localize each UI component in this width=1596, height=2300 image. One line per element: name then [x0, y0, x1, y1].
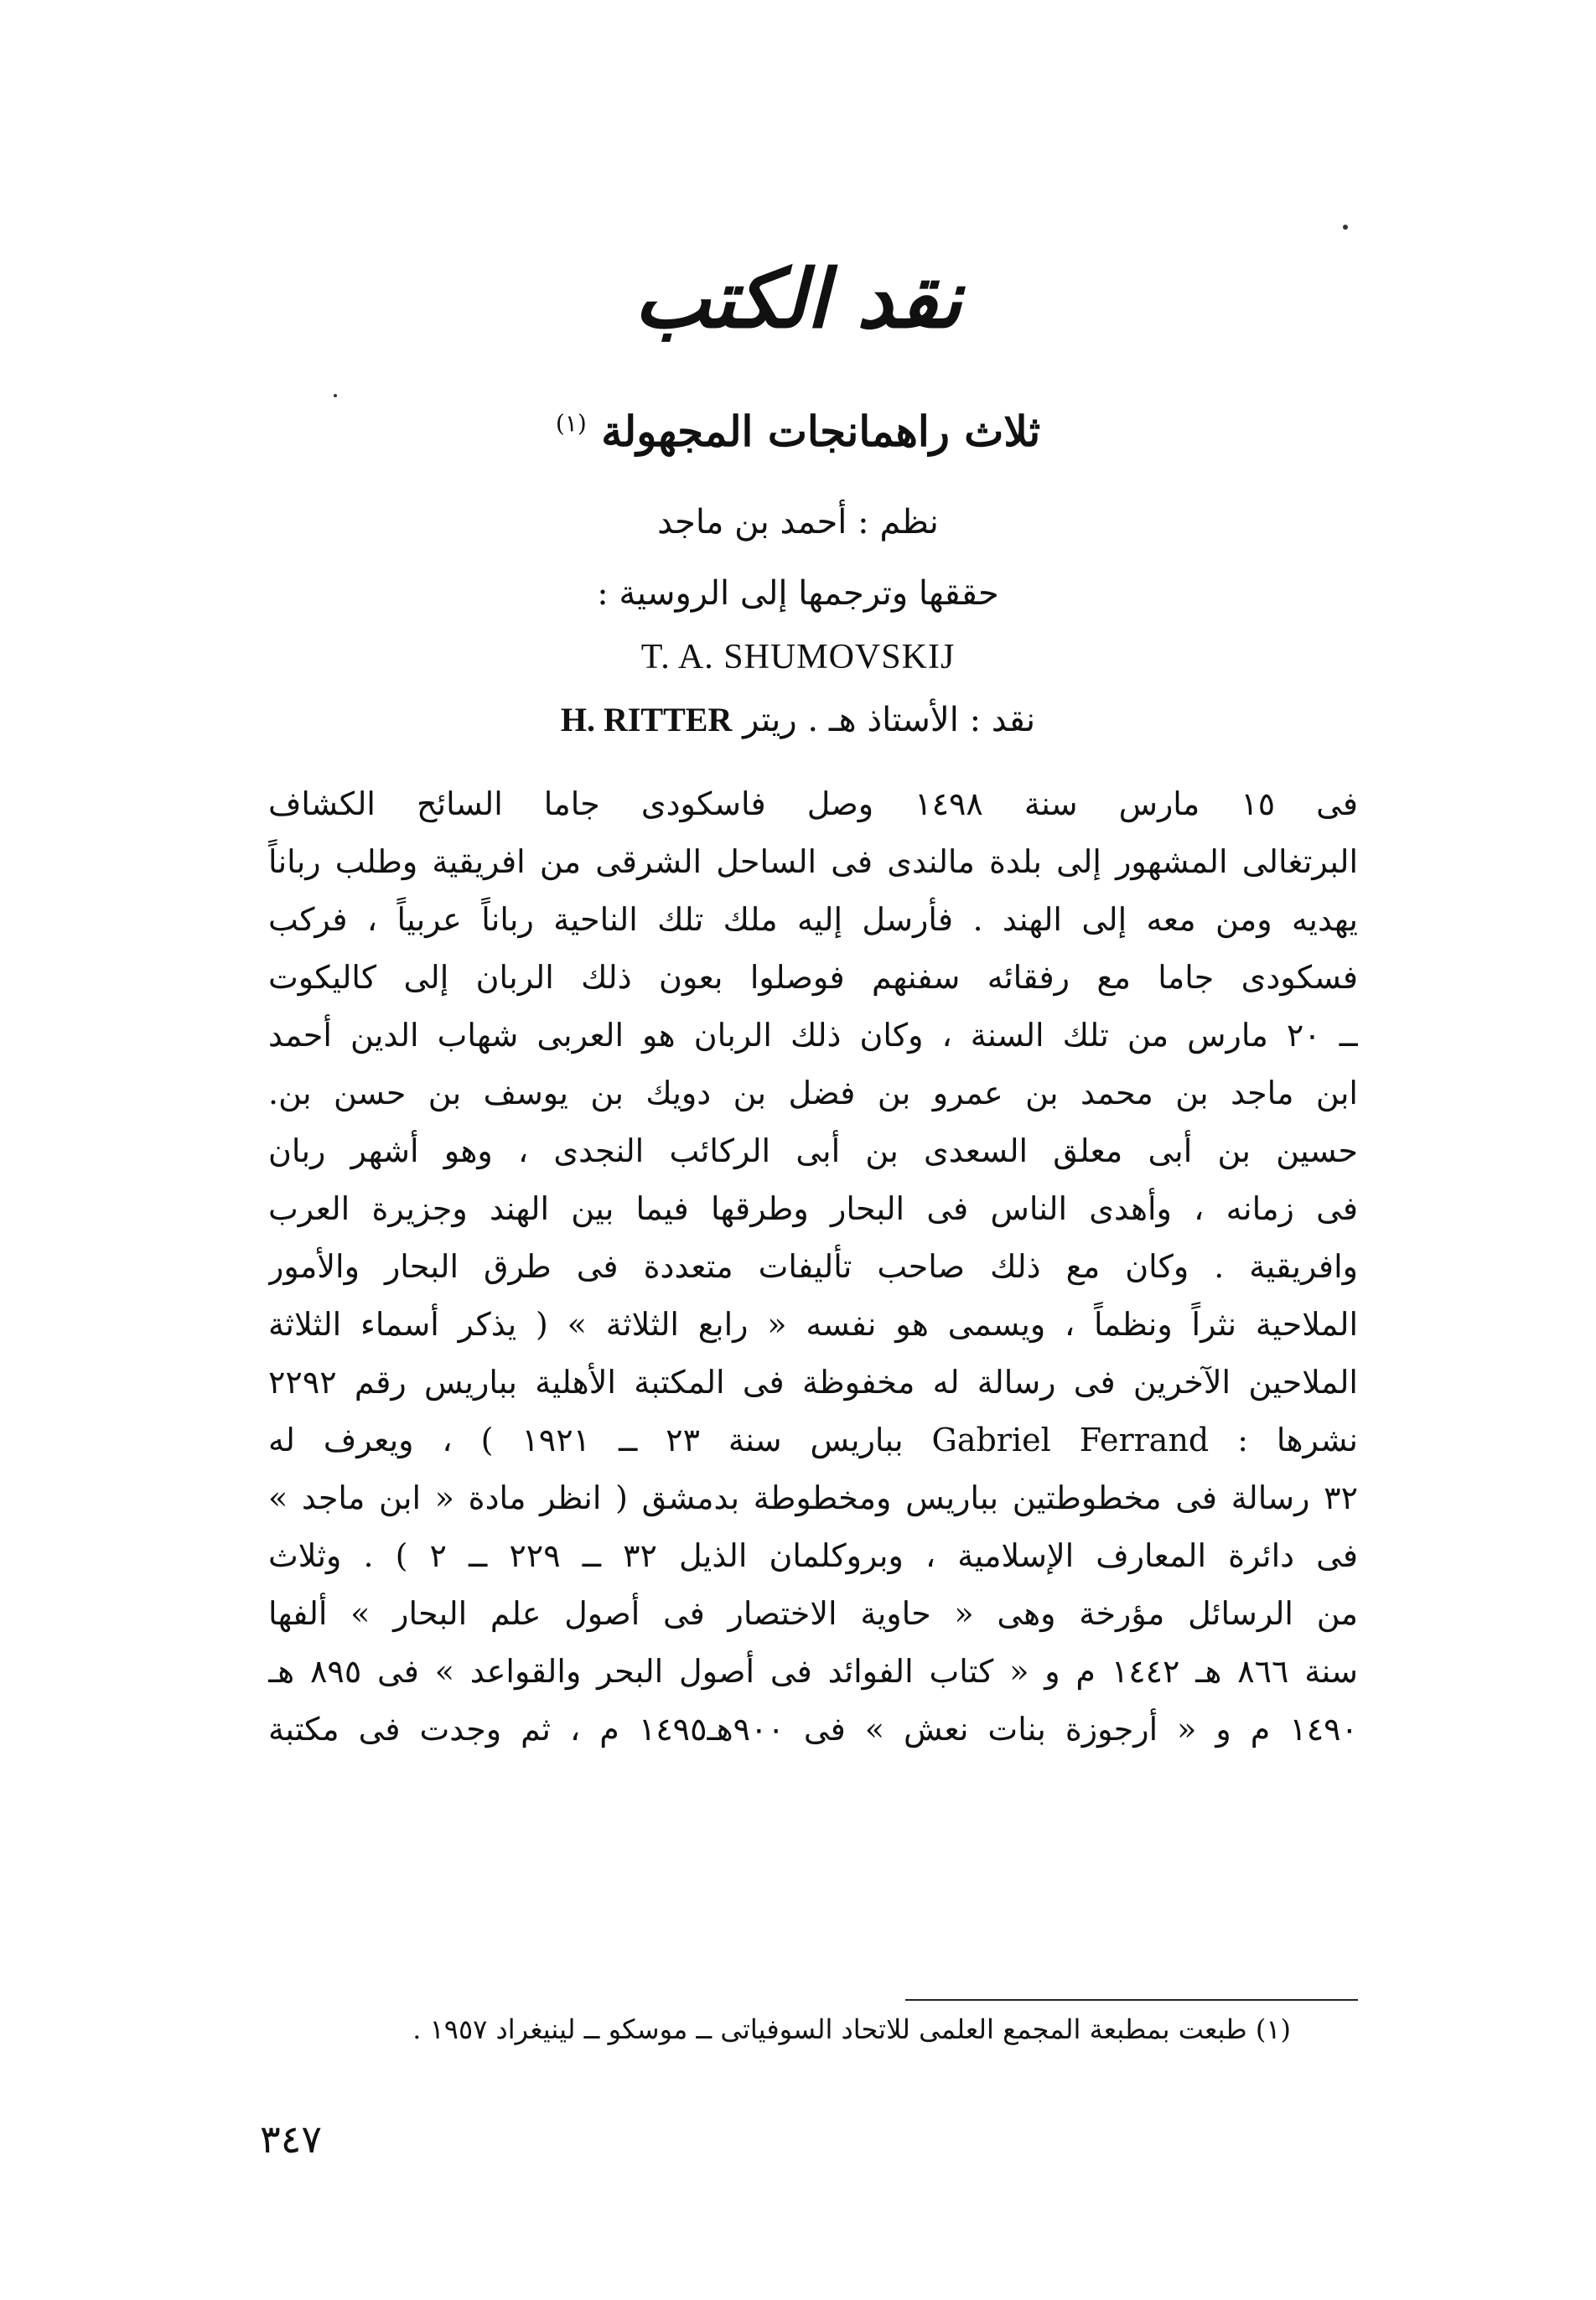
- body-line: وافريقية . وكان مع ذلك صاحب تأليفات متعددة فى طرق البحار والأمور: [268, 1248, 1358, 1285]
- footnote-divider: [905, 1999, 1358, 2001]
- footnote: (١) طبعت بمطبعة المجمع العلمى للاتحاد السوفياتى ــ موسكو ــ لينيغراد ١٩٥٧ .: [412, 2013, 1291, 2045]
- body-line: الملاحية نثراً ونظماً ، ويسمى هو نفسه « رابع الثلاثة » ( يذكر أسماء الثلاثة: [268, 1306, 1358, 1343]
- body-line: من الرسائل مؤرخة وهى « حاوية الاختصار فى أصول علم البحار » ألفها: [268, 1595, 1358, 1632]
- body-line: ٣٢ رسالة فى مخطوطتين بباريس ومخطوطة بدمشق ( انظر مادة « ابن ماجد »: [268, 1479, 1358, 1516]
- body-line: حسين بن أبى معلق السعدى بن أبى الركائب النجدى ، وهو أشهر ربان: [268, 1132, 1358, 1169]
- scan-speck: [334, 394, 337, 397]
- page-number: ٣٤٧: [260, 2116, 323, 2162]
- body-line: فسكودى جاما مع رفقائه سفنهم فوصلوا بعون ذلك الربان إلى كاليكوت: [268, 959, 1358, 996]
- body-line: سنة ٨٦٦ هـ ١٤٤٢ م و « كتاب الفوائد فى أصول البحر والقواعد » فى ٨٩٥ هـ: [268, 1653, 1358, 1690]
- body-line: ــ ٢٠ مارس من تلك السنة ، وكان ذلك الربان هو العربى شهاب الدين أحمد: [268, 1017, 1358, 1054]
- footnote-marker: (١): [555, 409, 587, 438]
- body-line: فى زمانه ، وأهدى الناس فى البحار وطرقها فيما بين الهند وجزيرة العرب: [268, 1190, 1358, 1227]
- body-line: يهديه ومن معه إلى الهند . فأرسل إليه ملك تلك الناحية رباناً عربياً ، فركب: [268, 901, 1358, 938]
- author-line: نظم : أحمد بن ماجد: [657, 503, 939, 541]
- body-line: البرتغالى المشهور إلى بلدة مالندى فى الساحل الشرقى من افريقية وطلب رباناً: [268, 843, 1358, 880]
- translator-name: T. A. SHUMOVSKIJ: [640, 638, 956, 676]
- body-text: [268, 775, 1358, 1759]
- body-line: ابن ماجد بن محمد بن عمرو بن فضل بن دويك بن يوسف بن حسن بن.: [268, 1075, 1358, 1111]
- body-line: فى ١٥ مارس سنة ١٤٩٨ وصل فاسكودى جاما السائح الكشاف: [268, 785, 1358, 822]
- review-line: [0, 700, 1596, 739]
- review-prefix: نقد : الأستاذ هـ . ريتر: [743, 701, 1036, 739]
- scan-speck: [1343, 225, 1348, 230]
- book-title-text: ثلاث راهمانجات المجهولة: [601, 407, 1041, 456]
- reviewer-name: H. RITTER: [560, 701, 733, 738]
- body-line: نشرها : Gabriel Ferrand بباريس سنة ٢٣ ــ ١٩٢١ ) ، ويعرف له: [268, 1422, 1358, 1458]
- book-title: [0, 407, 1596, 456]
- body-line: الملاحين الآخرين فى رسالة له مخفوظة فى المكتبة الأهلية بباريس رقم ٢٢٩٢: [268, 1364, 1358, 1401]
- body-line: فى دائرة المعارف الإسلامية ، وبروكلمان الذيل ٣٢ ــ ٢٢٩ ــ ٢ ) . وثلاث: [268, 1537, 1358, 1574]
- section-title: نقد الكتب: [634, 251, 962, 346]
- translator-line: حققها وترجمها إلى الروسية :: [597, 574, 999, 613]
- body-line: ١٤٩٠ م و « أرجوزة بنات نعش » فى ٩٠٠هـ١٤٩٥ م ، ثم وجدت فى مكتبة: [268, 1711, 1358, 1748]
